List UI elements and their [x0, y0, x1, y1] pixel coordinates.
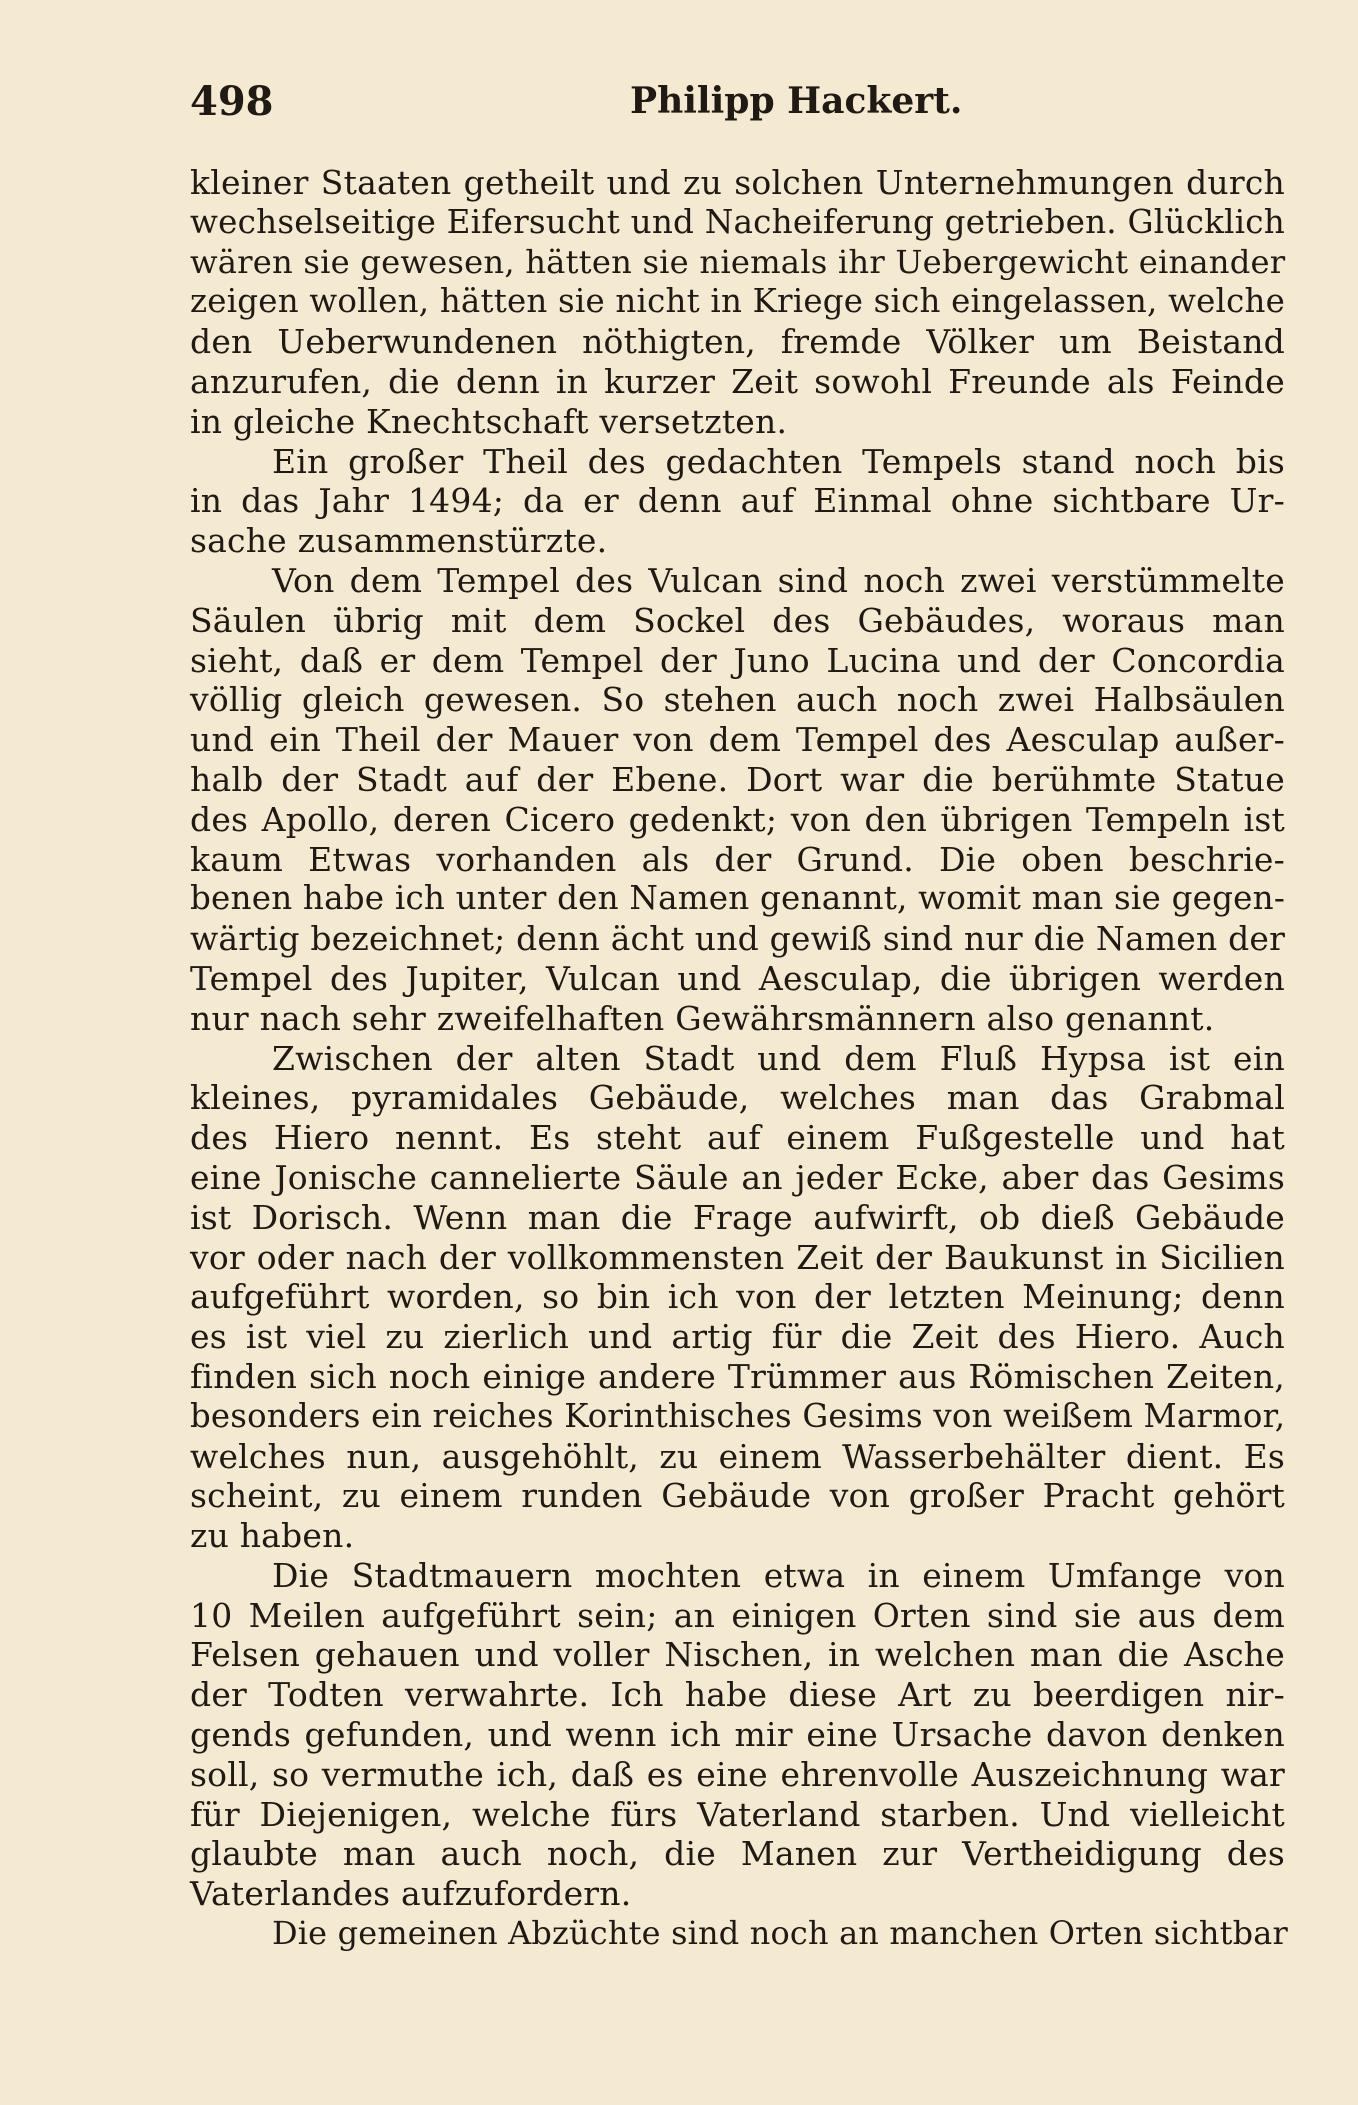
text-line: besonders ein reiches Korinthisches Gesims von weißem Marmor,	[190, 1396, 1286, 1435]
running-title: Philipp Hackert.	[630, 80, 963, 122]
text-line: und ein Theil der Mauer von dem Tempel des Aesculap außer-	[190, 720, 1285, 760]
text-line: wechselseitige Eifersucht und Nacheiferung getrieben. Glücklich	[190, 202, 1285, 241]
text-line: kleiner Staaten getheilt und zu solchen Unternehmungen durch	[190, 163, 1285, 202]
text-line: glaubte man auch noch, die Manen zur Vertheidigung des	[190, 1834, 1285, 1874]
text-line: des Hiero nennt. Es steht auf einem Fußgestelle und hat	[190, 1118, 1285, 1158]
text-line: Tempel des Jupiter, Vulcan und Aesculap, die übrigen werden	[190, 958, 1285, 998]
text-line: soll, so vermuthe ich, daß es eine ehrenvolle Auszeichnung war	[190, 1754, 1285, 1794]
text-line: Felsen gehauen und voller Nischen, in welchen man die Asche	[190, 1635, 1285, 1675]
text-line: völlig gleich gewesen. So stehen auch noch zwei Halbsäulen	[190, 680, 1285, 720]
text-line: welches nun, ausgehöhlt, zu einem Wasserbehälter dient. Es	[190, 1436, 1285, 1476]
text-line: aufgeführt worden, so bin ich von der letzten Meinung; denn	[190, 1277, 1285, 1317]
text-line: wärtig bezeichnet; denn ächt und gewiß sind nur die Namen der	[190, 919, 1286, 959]
text-line: für Diejenigen, welche fürs Vaterland starben. Und vielleicht	[190, 1794, 1285, 1834]
text-line: scheint, zu einem runden Gebäude von großer Pracht gehört	[190, 1476, 1285, 1516]
text-line: anzurufen, die denn in kurzer Zeit sowohl Freunde als Feinde	[190, 361, 1285, 401]
text-line: kleines, pyramidales Gebäude, welches man das Grabmal	[190, 1078, 1285, 1118]
text-line: sieht, daß er dem Tempel der Juno Lucina und der Concordia	[190, 640, 1285, 680]
text-line: eine Jonische cannelierte Säule an jeder Ecke, aber das Gesims	[190, 1157, 1285, 1197]
page-header	[190, 78, 1290, 128]
body-text	[190, 163, 1288, 1954]
text-line: Von dem Tempel des Vulcan sind noch zwei verstümmelte	[272, 560, 1285, 600]
text-line: den Ueberwundenen nöthigten, fremde Völker um Beistand	[190, 322, 1285, 362]
text-line: 10 Meilen aufgeführt sein; an einigen Orten sind sie aus dem	[190, 1595, 1285, 1635]
text-line: Zwischen der alten Stadt und dem Fluß Hypsa ist ein	[272, 1038, 1285, 1078]
text-line: sache zusammenstürzte.	[190, 521, 608, 561]
page-number: 498	[190, 78, 274, 125]
text-line: kaum Etwas vorhanden als der Grund. Die oben beschrie-	[190, 839, 1285, 879]
text-line: halb der Stadt auf der Ebene. Dort war die berühmte Statue	[190, 759, 1285, 799]
text-line: Vaterlandes aufzufordern.	[190, 1874, 632, 1914]
text-line: ist Dorisch. Wenn man die Frage aufwirft, ob dieß Gebäude	[190, 1197, 1285, 1237]
text-line: Säulen übrig mit dem Sockel des Gebäudes, woraus man	[190, 600, 1285, 640]
text-line: zu haben.	[190, 1516, 355, 1556]
text-line: Die Stadtmauern mochten etwa in einem Umfange von	[272, 1555, 1285, 1595]
text-line: vor oder nach der vollkommensten Zeit der Baukunst in Sicilien	[190, 1237, 1285, 1277]
text-line: wären sie gewesen, hätten sie niemals ihr Uebergewicht einander	[190, 242, 1286, 281]
text-line: in das Jahr 1494; da er denn auf Einmal ohne sichtbare Ur-	[190, 481, 1285, 521]
text-line: benen habe ich unter den Namen genannt, womit man sie gegen-	[190, 879, 1286, 918]
text-line: gends gefunden, und wenn ich mir eine Ursache davon denken	[190, 1715, 1285, 1755]
text-line: es ist viel zu zierlich und artig für die Zeit des Hiero. Auch	[190, 1317, 1285, 1357]
text-line: Ein großer Theil des gedachten Tempels stand noch bis	[272, 441, 1285, 481]
text-line: Die gemeinen Abzüchte sind noch an manchen Orten sichtbar	[272, 1914, 1288, 1953]
text-line: zeigen wollen, hätten sie nicht in Kriege sich eingelassen, welche	[190, 282, 1285, 321]
text-line: in gleiche Knechtschaft versetzten.	[190, 401, 788, 441]
text-line: der Todten verwahrte. Ich habe diese Art zu beerdigen nir-	[190, 1675, 1285, 1715]
text-line: des Apollo, deren Cicero gedenkt; von den übrigen Tempeln ist	[190, 799, 1285, 839]
text-line: finden sich noch einige andere Trümmer aus Römischen Zeiten,	[190, 1356, 1285, 1396]
text-line: nur nach sehr zweifelhaften Gewährsmännern also genannt.	[190, 998, 1215, 1038]
